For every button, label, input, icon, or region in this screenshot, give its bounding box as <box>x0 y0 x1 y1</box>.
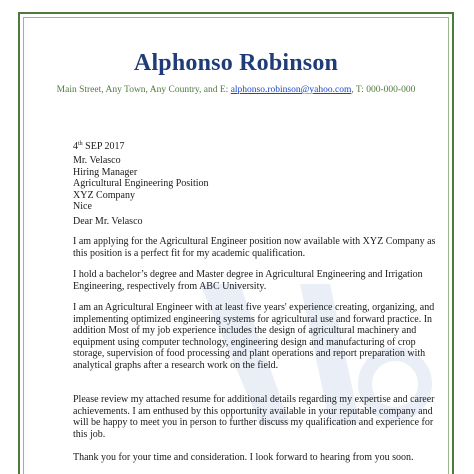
date-day: 4 <box>73 141 78 152</box>
date-rest: SEP 2017 <box>82 141 125 152</box>
recipient-line: Hiring Manager <box>73 166 138 178</box>
recipient-line: Agricultural Engineering Position <box>73 178 209 190</box>
recipient-block <box>73 155 445 213</box>
sender-name: Alphonso Robinson <box>133 50 339 76</box>
paragraph-education: I hold a bachelor’s degree and Master degree in Agricultural Engineering and Irrigation Engineering, respectively from ABC University. <box>73 269 423 292</box>
letter-page <box>18 12 454 474</box>
letter-date <box>73 139 445 153</box>
contact-address: Main Street, Any Town, Any Country, and E: <box>56 85 231 95</box>
recipient-line: XYZ Company <box>73 189 135 201</box>
recipient-line: Mr. Velasco <box>73 155 121 166</box>
contact-phone: , T: 000-000-000 <box>351 85 416 95</box>
paragraph-intro: I am applying for the Agricultural Engineer position now available with XYZ Company as this position is a perfect fit for my academic qualification. <box>73 236 436 259</box>
salutation: Dear Mr. Velasco <box>73 216 143 227</box>
paragraph-experience: I am an Agricultural Engineer with at least five years' experience creating, organizing, and implementing optimized engineering systems for agricultural use and forward practice. In addition Most of my job experience includes the design of agricultural machinery and equipment using computer technology, engineering design and manufacturing of crop storage, supervision of food processing and plant operations and report preparation with analytical graphs after a research work on the field. <box>73 302 435 371</box>
date-ordinal: th <box>78 141 83 147</box>
contact-line <box>20 85 452 95</box>
paragraph-request: Please review my attached resume for additional details regarding my expertise and career achievements. I am enthused by this opportunity available in your reputable company and will be happy to meet you in person to further discuss my qualification and experience for this job. <box>73 394 435 440</box>
paragraph-closing: Thank you for your time and consideration. I look forward to hearing from you soon. <box>73 452 414 463</box>
recipient-line: Nice <box>73 201 92 213</box>
email-link[interactable]: alphonso.robinson@yahoo.com <box>230 85 352 95</box>
